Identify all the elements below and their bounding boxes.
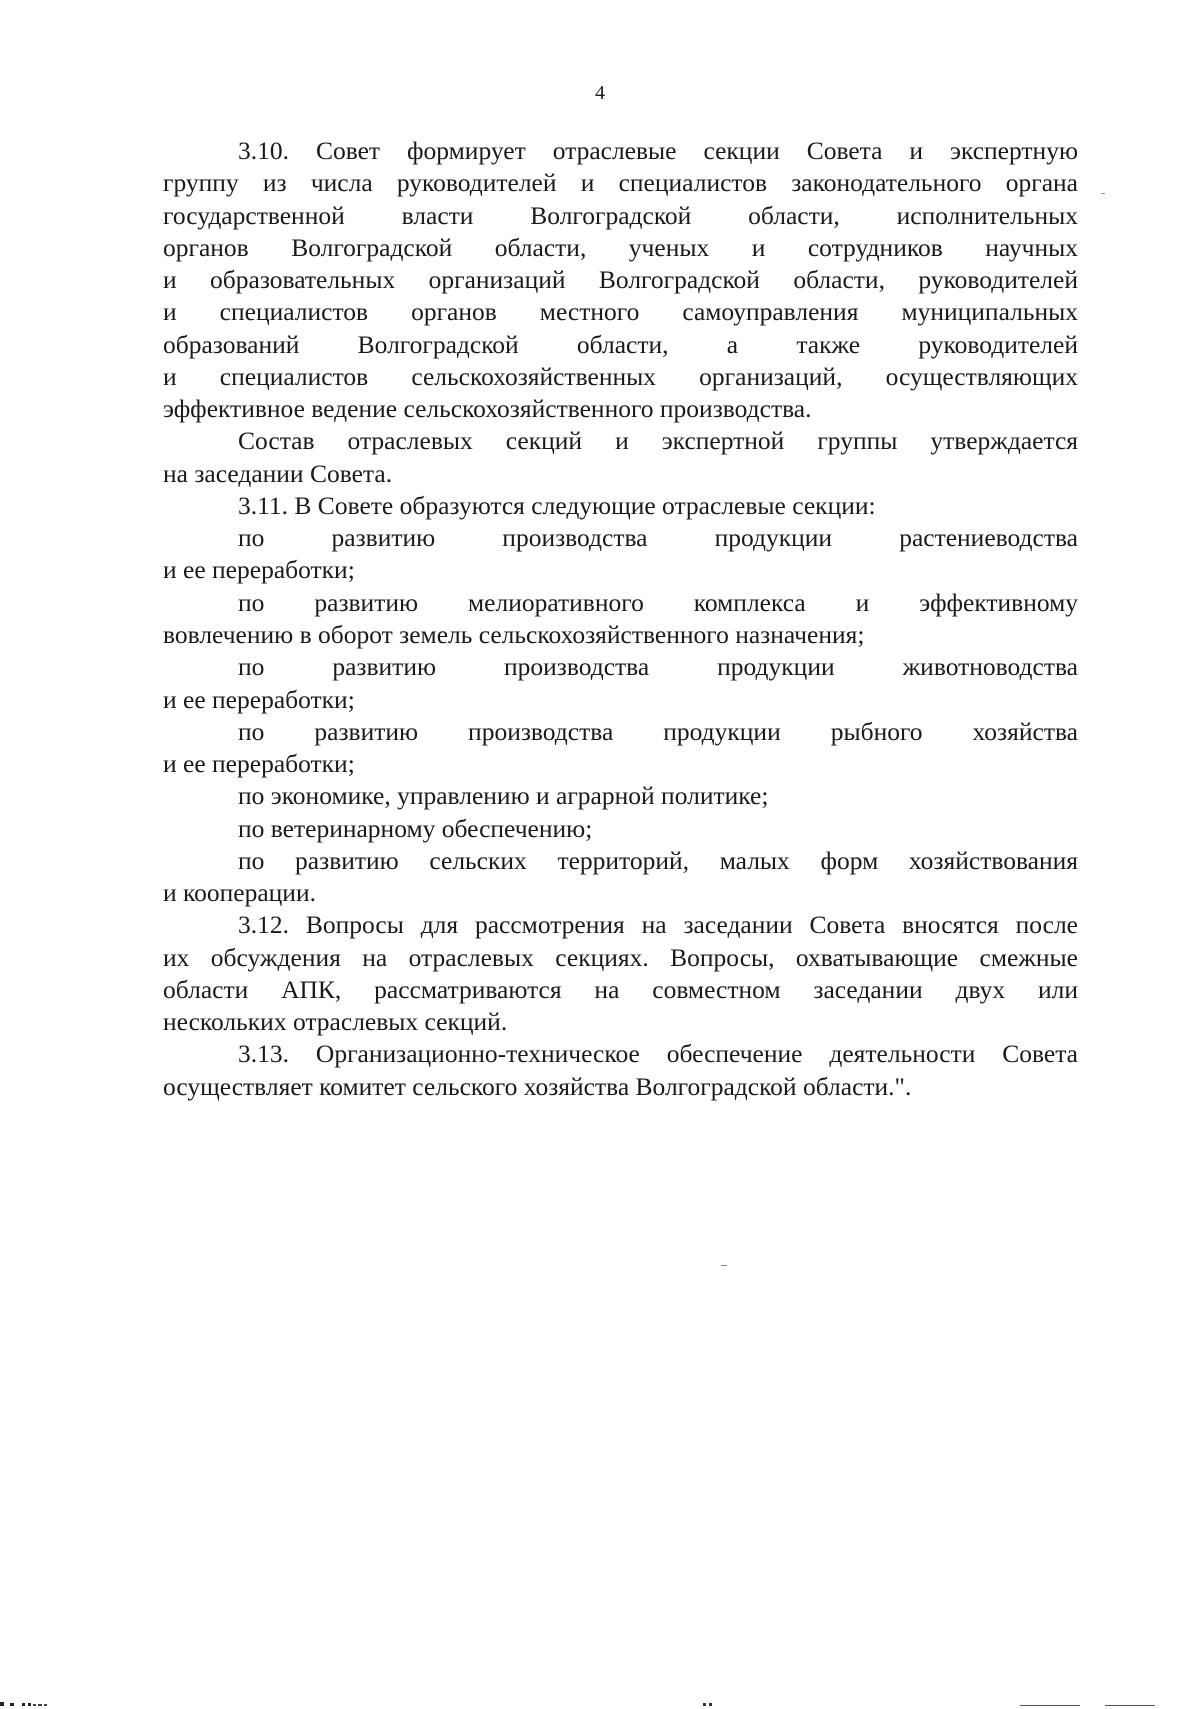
para-composition	[163, 425, 1078, 490]
text-line: эффективное ведение сельскохозяйственного производства.	[163, 394, 812, 424]
section-land-reclamation	[163, 587, 1078, 652]
text-line: 3.10. Совет формирует отраслевые секции Совета и экспертную	[238, 136, 1078, 165]
text-line: области АПК, рассматриваются на совместном заседании двух или	[163, 974, 1078, 1004]
text-line: по развитию производства продукции животноводства	[238, 652, 1078, 682]
text-line: и специалистов сельскохозяйственных организаций, осуществляющих	[163, 361, 1078, 391]
text-line: по развитию сельских территорий, малых форм хозяйствования	[238, 845, 1078, 875]
section-crop-production	[163, 522, 1078, 587]
section-fishery	[163, 716, 1078, 781]
section-livestock	[163, 651, 1078, 716]
text-line: по развитию мелиоративного комплекса и эффективному	[238, 587, 1078, 617]
text-line: 3.13. Организационно-техническое обеспечение деятельности Совета	[238, 1039, 1078, 1069]
text-line: их обсуждения на отраслевых секциях. Вопросы, охватывающие смежные	[163, 942, 1078, 972]
text-line: 3.11. В Совете образуются следующие отраслевые секции:	[238, 490, 876, 520]
para-3-10	[163, 135, 1078, 425]
scan-edge-marks	[0, 1693, 1200, 1709]
text-line: вовлечению в оборот земель сельскохозяйственного назначения;	[163, 619, 865, 649]
text-line: государственной власти Волгоградской области, исполнительных	[163, 200, 1078, 230]
section-rural-territories	[163, 845, 1078, 910]
page-number: 4	[595, 82, 605, 104]
section-veterinary	[163, 813, 1078, 845]
text-line: осуществляет комитет сельского хозяйства Волгоградской области.".	[163, 1071, 912, 1101]
text-line: и ее переработки;	[163, 555, 355, 585]
text-line: и ее переработки;	[163, 684, 355, 714]
text-line: 3.12. Вопросы для рассмотрения на заседании Совета вносятся после	[238, 910, 1078, 940]
text-line: образований Волгоградской области, а также руководителей	[163, 329, 1078, 359]
stray-dash-mark	[721, 1265, 727, 1266]
text-line: и специалистов органов местного самоуправления муниципальных	[163, 297, 1078, 327]
section-economy	[163, 780, 1078, 812]
text-line: по ветеринарному обеспечению;	[238, 813, 593, 843]
text-line: Состав отраслевых секций и экспертной группы утверждается	[238, 426, 1078, 456]
text-line: группу из числа руководителей и специалистов законодательного органа	[163, 168, 1078, 198]
text-line: по развитию производства продукции рыбного хозяйства	[238, 716, 1078, 746]
text-line: и кооперации.	[163, 878, 316, 908]
text-line: на заседании Совета.	[163, 458, 393, 488]
text-line: по развитию производства продукции растениеводства	[238, 523, 1078, 553]
text-line: нескольких отраслевых секций.	[163, 1007, 508, 1037]
margin-mark	[1101, 193, 1105, 194]
para-3-13	[163, 1038, 1078, 1103]
text-line: и образовательных организаций Волгоградской области, руководителей	[163, 265, 1078, 295]
text-line: органов Волгоградской области, ученых и сотрудников научных	[163, 232, 1078, 262]
para-3-12	[163, 909, 1078, 1038]
document-body	[163, 135, 1078, 1103]
text-line: и ее переработки;	[163, 749, 355, 779]
text-line: по экономике, управлению и аграрной политике;	[238, 781, 769, 811]
para-3-11	[163, 490, 1078, 522]
